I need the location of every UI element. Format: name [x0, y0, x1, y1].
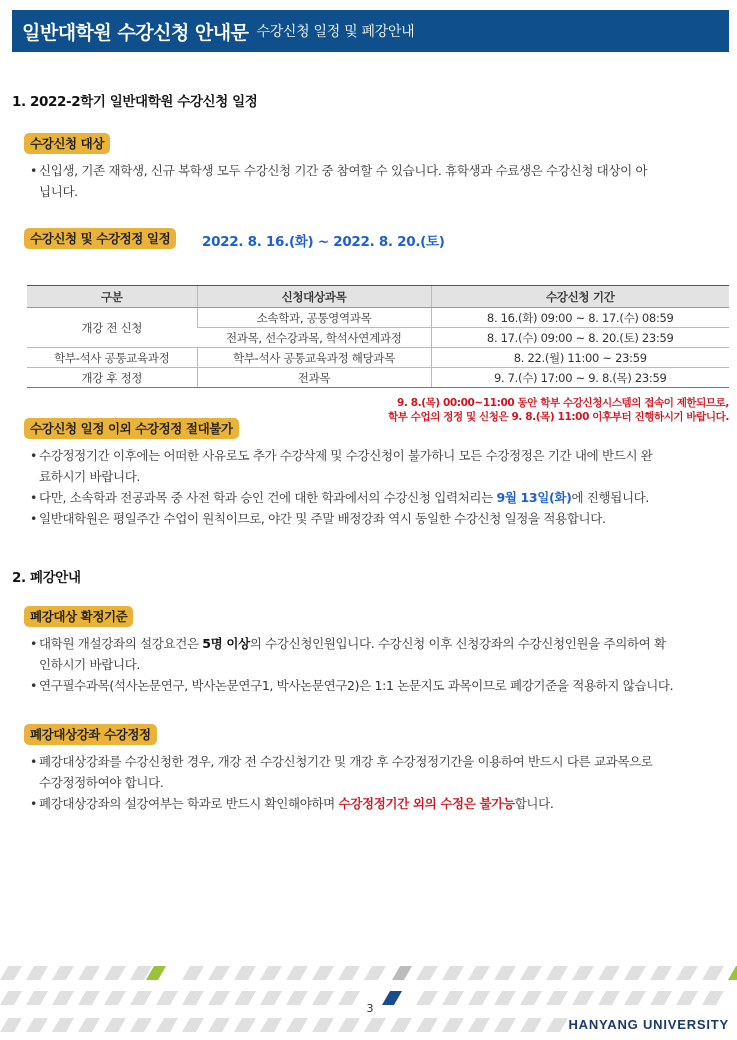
criteria-bullet1-pre: 대학원 개설강좌의 설강요건은	[39, 636, 203, 651]
row-period: 8. 22.(월) 11:00 ~ 23:59	[431, 348, 729, 368]
table-row	[27, 368, 729, 388]
row-period: 8. 16.(화) 09:00 ~ 8. 17.(수) 08:59	[431, 308, 729, 328]
criteria-bullet2: 연구필수과목(석사논문연구, 박사논문연구1, 박사논문연구2)은 1:1 논문지도 과목이므로 폐강기준을 적용하지 않습니다.	[39, 678, 674, 693]
row-period: 9. 7.(수) 17:00 ~ 9. 8.(목) 23:59	[431, 368, 729, 388]
table-header-row	[27, 286, 729, 308]
warning-bullet2-date: 9월 13일(화)	[496, 490, 572, 505]
notice-line1: 9. 8.(목) 00:00~11:00 동안 학부 수강신청시스템의 접속이 제한되므로,	[396, 397, 729, 409]
warning-bullet1-cont: 료하시기 바랍니다.	[39, 469, 141, 484]
correction-paragraph: • 폐강대상강좌를 수강신청한 경우, 개강 전 수강신청기간 및 개강 후 수강정정기간을 이용하여 반드시 다른 교과목으로 수강정정하여야 합니다. • 폐강대상강좌의 설강여부는 학과로 반드시 확인해야하며 수강정정기간 외의 수정은 불가능합니다.	[30, 751, 726, 814]
row-subject: 학부-석사 공통교육과정 해당과목	[197, 348, 431, 368]
target-text-cont: 닙니다.	[39, 184, 78, 199]
correction-bullet2-pre: 폐강대상강좌의 설강여부는 학과로 반드시 확인해야하며	[39, 796, 339, 811]
warning-bullet3: 일반대학원은 평일주간 수업이 원칙이므로, 야간 및 주말 배정강좌 역시 동일한 수강신청 일정을 적용합니다.	[39, 511, 606, 526]
criteria-paragraph: • 대학원 개설강좌의 설강요건은 5명 이상의 수강신청인원입니다. 수강신청 이후 신청강좌의 수강신청인원을 주의하여 확 인하시기 바랍니다. • 연구필수과목(석사논문연구, 박사논문연구1, 박사논문연구2)은 1:1 논문지도 과목이므로 폐강기준을 적용하지 않습니다.	[30, 633, 726, 696]
page-number: 3	[366, 1002, 374, 1015]
header-title: 일반대학원 수강신청 안내문	[22, 21, 249, 44]
header-category: 구분	[27, 286, 197, 308]
warning-tag: 수강신청 일정 이외 수강정정 절대불가	[24, 418, 239, 439]
table-row	[27, 308, 729, 328]
row-category: 개강 전 신청	[27, 308, 197, 348]
target-text: 신입생, 기존 재학생, 신규 복학생 모두 수강신청 기간 중 참여할 수 있습니다. 휴학생과 수료생은 수강신청 대상이 아	[39, 163, 648, 178]
header-subtitle: 수강신청 일정 및 폐강안내	[256, 24, 415, 40]
warning-paragraph: • 수강정정기간 이후에는 어떠한 사유로도 추가 수강삭제 및 수강신청이 불가하니 모든 수강정정은 기간 내에 반드시 완 료하시기 바랍니다. • 다만, 소속학과 전공과목 중 사전 학과 승인 건에 대한 학과에서의 수강신청 입력처리는 9월 13일(화)에 진행됩니다. • 일반대학원은 평일주간 수업이 원칙이므로, 야간 및 주말 배정강좌 역시 동일한 수강신청 일정을 적용합니다.	[30, 445, 726, 529]
correction-bullet1: 폐강대상강좌를 수강신청한 경우, 개강 전 수강신청기간 및 개강 후 수강정정기간을 이용하여 반드시 다른 교과목으로	[39, 754, 653, 769]
warning-bullet2-pre: 다만, 소속학과 전공과목 중 사전 학과 승인 건에 대한 학과에서의 수강신청 입력처리는	[39, 490, 497, 505]
correction-bullet2-post: 합니다.	[514, 796, 554, 811]
footer-stripe-bottom	[0, 1018, 580, 1032]
row-category: 학부-석사 공통교육과정	[27, 348, 197, 368]
header-period: 수강신청 기간	[431, 286, 729, 308]
criteria-bullet1-post: 의 수강신청인원입니다. 수강신청 이후 신청강좌의 수강신청인원을 주의하여 확	[249, 636, 666, 651]
correction-bullet1-cont: 수강정정하여야 합니다.	[39, 775, 164, 790]
target-tag: 수강신청 대상	[24, 133, 110, 154]
access-notice	[388, 396, 729, 424]
row-subject: 소속학과, 공통영역과목	[197, 308, 431, 328]
footer-stripe-top	[0, 966, 737, 980]
criteria-bullet1-em: 5명 이상	[202, 636, 250, 651]
warning-bullet1: 수강정정기간 이후에는 어떠한 사유로도 추가 수강삭제 및 수강신청이 불가하니 모든 수강정정은 기간 내에 반드시 완	[39, 448, 653, 463]
row-category: 개강 후 정정	[27, 368, 197, 388]
section1-title: 1. 2022-2학기 일반대학원 수강신청 일정	[12, 94, 258, 110]
target-paragraph: • 신입생, 기존 재학생, 신규 복학생 모두 수강신청 기간 중 참여할 수 있습니다. 휴학생과 수료생은 수강신청 대상이 아 닙니다.	[30, 160, 726, 202]
table-row	[27, 348, 729, 368]
schedule-period: 2022. 8. 16.(화) ~ 2022. 8. 20.(토)	[202, 234, 445, 250]
row-subject: 전과목	[197, 368, 431, 388]
correction-tag: 폐강대상강좌 수강정정	[24, 724, 157, 745]
schedule-tag: 수강신청 및 수강정정 일정	[24, 228, 176, 249]
row-period: 8. 17.(수) 09:00 ~ 8. 20.(토) 23:59	[431, 328, 729, 348]
schedule-table	[27, 285, 729, 388]
row-subject: 전과목, 선수강과목, 학석사연계과정	[197, 328, 431, 348]
notice-line2: 학부 수업의 정정 및 신청은 9. 8.(목) 11:00 이후부터 진행하시기 바랍니다.	[388, 411, 729, 423]
page-header	[12, 10, 729, 52]
criteria-bullet1-cont: 인하시기 바랍니다.	[39, 657, 141, 672]
university-logo: HANYANG UNIVERSITY	[568, 1017, 729, 1032]
warning-bullet2-post: 에 진행됩니다.	[571, 490, 650, 505]
criteria-tag: 폐강대상 확정기준	[24, 606, 133, 627]
header-subject: 신청대상과목	[197, 286, 431, 308]
section2-title: 2. 폐강안내	[12, 570, 81, 586]
correction-bullet2-em: 수강정정기간 외의 수정은 불가능	[338, 796, 515, 811]
